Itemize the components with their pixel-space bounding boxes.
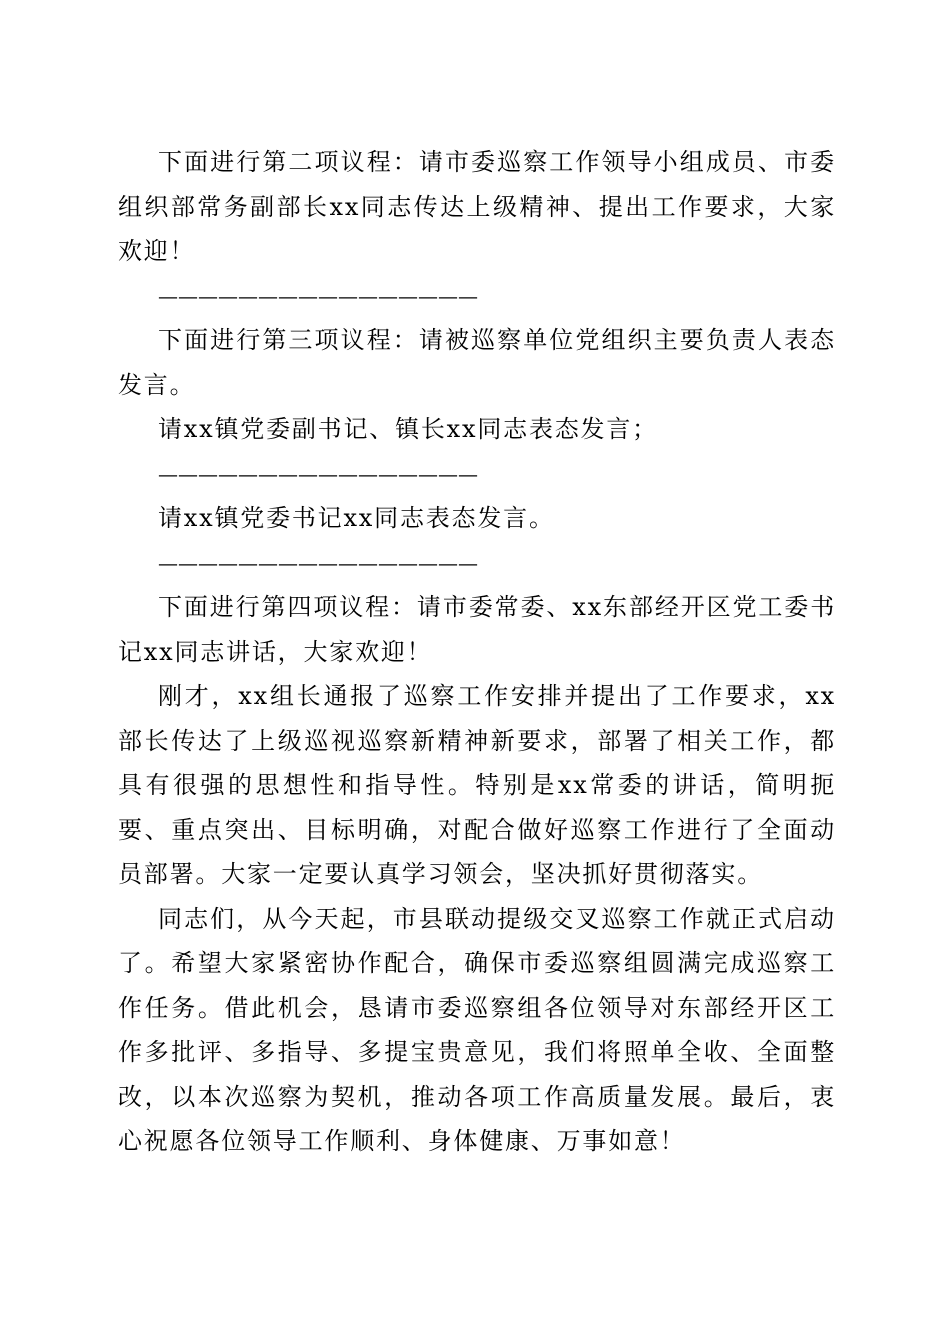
closing-paragraph: 同志们，从今天起，市县联动提级交叉巡察工作就正式启动了。希望大家紧密协作配合，确保市委巡察组圆满完成巡察工作任务。借此机会，恳请市委巡察组各位领导对东部经开区工作多批评、多指导、多提宝贵意见，我们将照单全收、全面整改，以本次巡察为契机，推动各项工作高质量发展。最后，衷心祝愿各位领导工作顺利、身体健康、万事如意！ xyxy=(118,904,836,1155)
speaker-request-town-mayor: 请xx镇党委副书记、镇长xx同志表态发言； xyxy=(158,415,658,443)
separator-line: ———————————————— xyxy=(158,550,478,575)
document-body xyxy=(118,140,836,1164)
separator-line: ———————————————— xyxy=(158,461,478,486)
agenda-item-2: 下面进行第二项议程：请市委巡察工作领导小组成员、市委组织部常务副部长xx同志传达上级精神、提出工作要求，大家欢迎！ xyxy=(118,148,836,265)
agenda-item-3: 下面进行第三项议程：请被巡察单位党组织主要负责人表态发言。 xyxy=(118,326,836,399)
separator-line: ———————————————— xyxy=(158,283,478,308)
agenda-item-4: 下面进行第四项议程：请市委常委、xx东部经开区党工委书记xx同志讲话，大家欢迎！ xyxy=(118,593,836,666)
speaker-request-party-secretary: 请xx镇党委书记xx同志表态发言。 xyxy=(158,504,555,532)
summary-paragraph: 刚才，xx组长通报了巡察工作安排并提出了工作要求，xx部长传达了上级巡视巡察新精神新要求，部署了相关工作，都具有很强的思想性和指导性。特别是xx常委的讲话，简明扼要、重点突出、目标明确，对配合做好巡察工作进行了全面动员部署。大家一定要认真学习领会，坚决抓好贯彻落实。 xyxy=(118,682,836,888)
